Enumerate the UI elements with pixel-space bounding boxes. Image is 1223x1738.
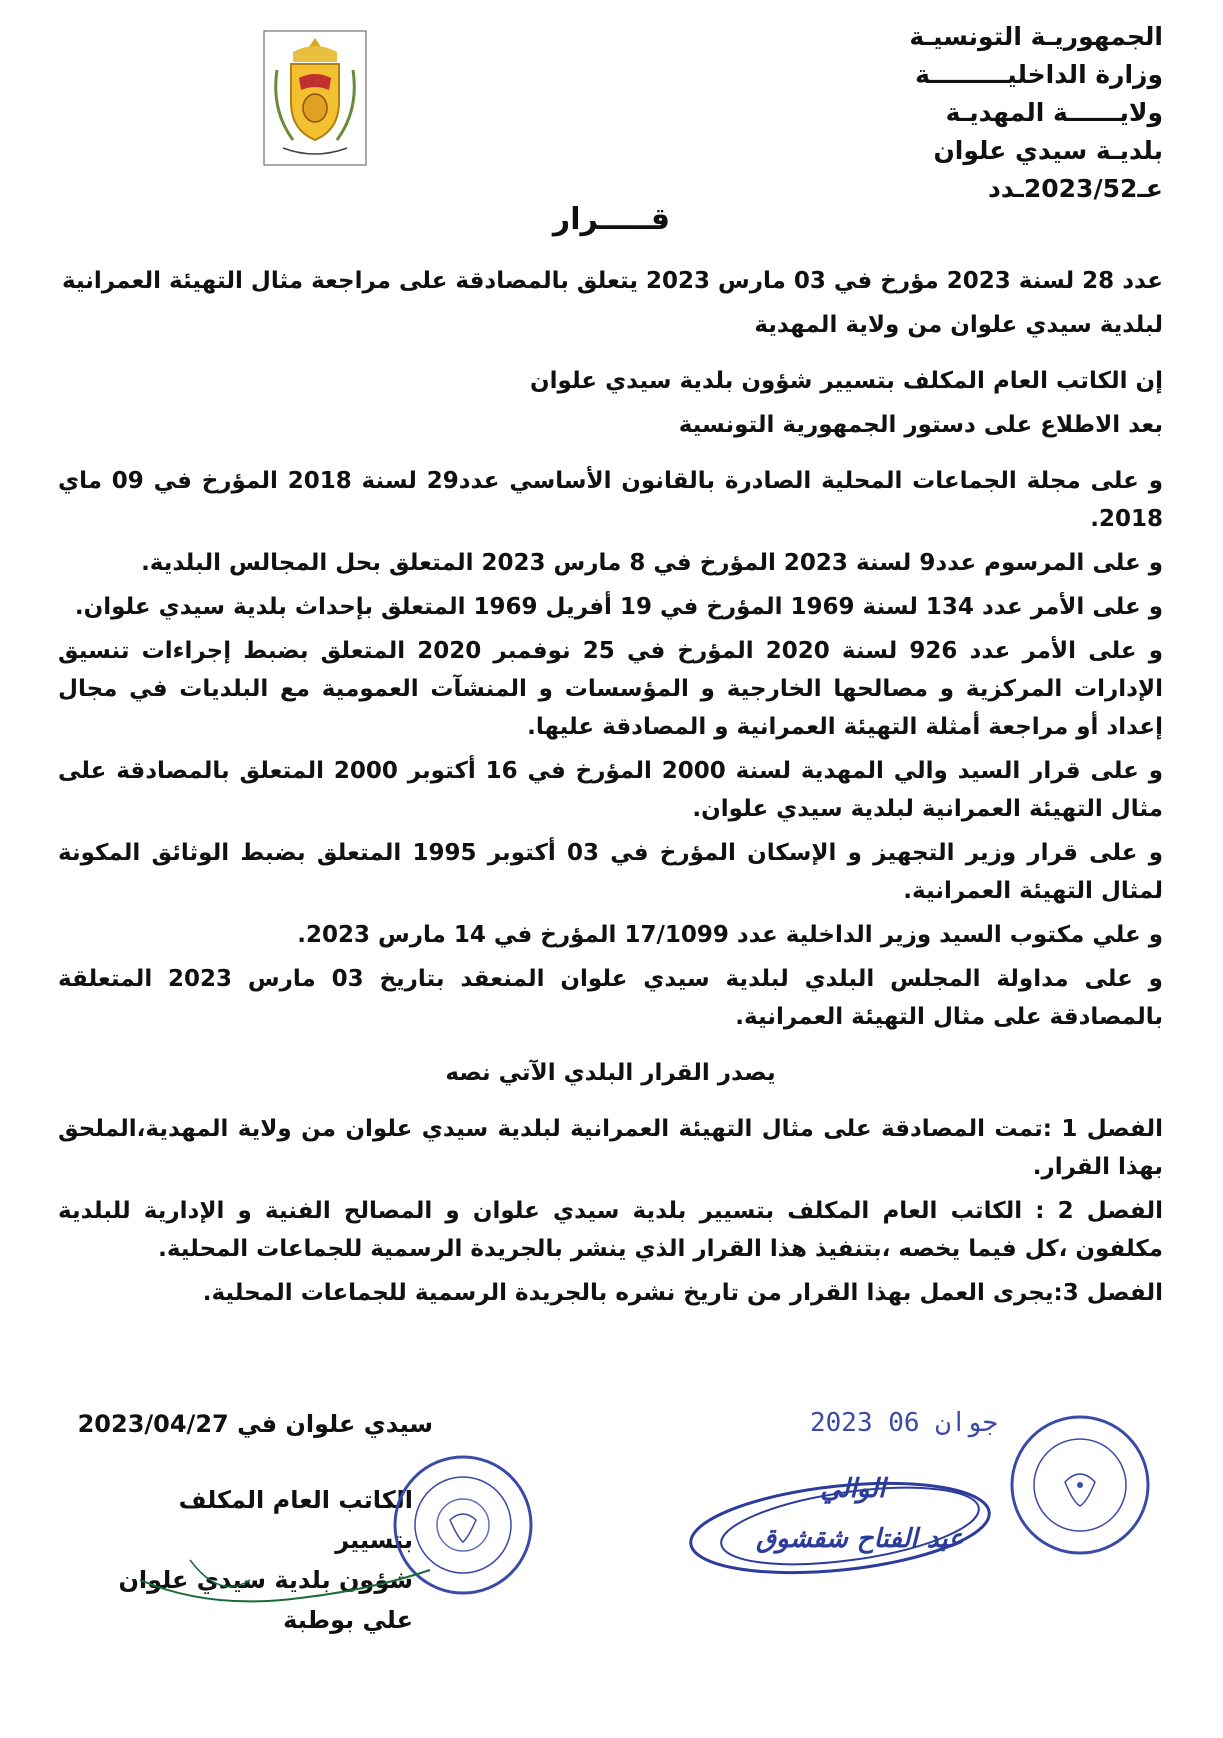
recital-local-code: و على مجلة الجماعات المحلية الصادرة بالقانون الأساسي عدد29 لسنة 2018 المؤرخ في 09 ماي 2018. <box>58 468 1163 532</box>
recital-decree-9: و على المرسوم عدد9 لسنة 2023 المؤرخ في 8 مارس 2023 المتعلق بحل المجالس البلدية. <box>141 550 1163 576</box>
header-municipality: بلديـة سيدي علوان <box>933 136 1163 165</box>
recital-order-134: و على الأمر عدد 134 لسنة 1969 المؤرخ في 19 أفريل 1969 المتعلق بإحداث بلدية سيدي علوان. <box>74 594 1163 620</box>
header-governorate: ولايــــــة المهديـة <box>945 98 1163 127</box>
handwritten-signature <box>130 1540 450 1620</box>
recital-governor-decision: و على قرار السيد والي المهدية لسنة 2000 المؤرخ في 16 أكتوبر 2000 المتعلق بالمصادقة على مثال التهيئة العمرانية لبلدية سيدي علوان. <box>58 758 1164 822</box>
signatory-title-line2: شؤون بلدية سيدي علوان <box>118 1566 413 1594</box>
issuance-statement: يصدر القرار البلدي الآتي نصه <box>445 1060 776 1086</box>
recital-order-926: و على الأمر عدد 926 لسنة 2020 المؤرخ في 25 نوفمبر 2020 المتعلق بضبط إجراءات تنسيق الإدارات المركزية و مصالحها الخارجية و المؤسسات و المنشآت العمومية مع البلديات في مجال إعداد أو مراجعة أمثلة التهيئة العمرانية و المصادقة عليها. <box>58 638 1163 740</box>
decree-subject-line2: لبلدية سيدي علوان من ولاية المهدية <box>754 312 1163 338</box>
municipality-logo <box>263 30 367 166</box>
recital-equipment-minister: و على قرار وزير التجهيز و الإسكان المؤرخ في 03 أكتوبر 1995 المتعلق بضبط الوثائق المكونة لمثال التهيئة العمرانية. <box>58 840 1163 904</box>
document-body <box>58 262 1163 1330</box>
article-1: الفصل 1 :تمت المصادقة على مثال التهيئة العمرانية لبلدية سيدي علوان من ولاية المهدية،الملحق بهذا القرار. <box>58 1116 1163 1180</box>
header-ministry: وزارة الداخليـــــــــة <box>915 60 1163 89</box>
header-reference-number: عـ2023/52ـدد <box>988 174 1163 203</box>
issuer-line: إن الكاتب العام المكلف بتسيير شؤون بلدية سيدي علوان <box>530 368 1163 394</box>
article-2: الفصل 2 : الكاتب العام المكلف بتسيير بلدية سيدي علوان و المصالح الفنية و الإدارية للبلدية مكلفون ،كل فيما يخصه ،بتنفيذ هذا القرار الذي ينشر بالجريدة الرسمية للجماعات المحلية. <box>58 1198 1163 1262</box>
received-date-stamp: 2023 جوان 06 <box>810 1408 998 1438</box>
document-title: قـــــرار <box>552 202 671 237</box>
article-3: الفصل 3:يجرى العمل بهذا القرار من تاريخ نشره بالجريدة الرسمية للجماعات المحلية. <box>202 1280 1163 1306</box>
governorate-round-stamp <box>1005 1410 1155 1560</box>
governor-name: عبد الفتاح شقشوق <box>756 1524 964 1554</box>
letterhead <box>803 18 1163 208</box>
recital-interior-letter: و علي مكتوب السيد وزير الداخلية عدد 17/1099 المؤرخ في 14 مارس 2023. <box>297 922 1163 948</box>
governor-title: الوالي <box>820 1474 886 1504</box>
recital-council-deliberation: و على مداولة المجلس البلدي لبلدية سيدي علوان المنعقد بتاريخ 03 مارس 2023 المتعلقة بالمصادقة على مثال التهيئة العمرانية. <box>58 966 1163 1030</box>
decree-subject-line1: عدد 28 لسنة 2023 مؤرخ في 03 مارس 2023 يتعلق بالمصادقة على مراجعة مثال التهيئة العمرانية <box>61 268 1163 294</box>
header-country: الجمهوريـة التونسيـة <box>909 22 1163 51</box>
signatory-title-line1: الكاتب العام المكلف بتسيير <box>178 1486 413 1554</box>
recital-constitution: بعد الاطلاع على دستور الجمهورية التونسية <box>678 412 1163 438</box>
signatory-name: علي بوطبة <box>283 1606 413 1634</box>
signature-date: سيدي علوان في 2023/04/27 <box>77 1410 433 1438</box>
